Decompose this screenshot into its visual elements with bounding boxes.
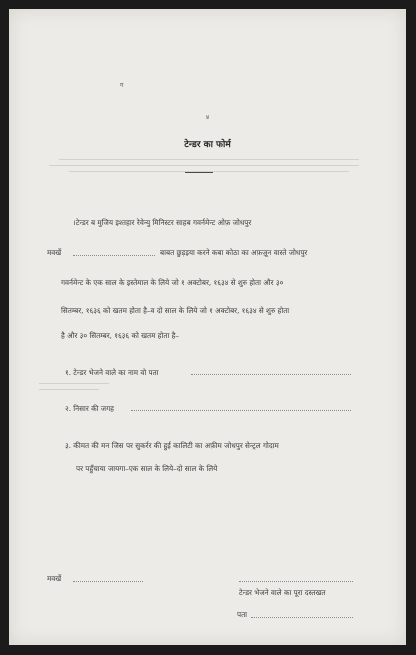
- paragraph-line-5: है और ३० सितम्बर, १६३६ को खतम होता है–: [61, 331, 179, 340]
- footer-address-label: पता: [237, 610, 248, 619]
- item-3-line-2: पर पहुँचाया जायगा–एक साल के लिये–दो साल के लिये: [76, 464, 218, 473]
- item-3-line-1: ३. कीमत की मन जिस पर सुकर्रर की हुई कालिटी का अफ़ीम जोधपुर सेन्ट्रल गोदाम: [65, 441, 279, 450]
- paragraph-line-1: ।टेन्डर ब मुजिय इश्तहार रेवेन्यु मिनिस्टर साहब गवर्नमेन्ट ओफ़ जोधपुर: [73, 218, 252, 227]
- item-1-label: १. टेन्डर भेजने वाले का नाम वो पता: [65, 368, 159, 377]
- bleed-through-marks-lower: [39, 383, 119, 395]
- form-title: टेन्डर का फोर्म: [184, 140, 231, 150]
- footer-signature-blank: [239, 581, 353, 582]
- item-2-blank: [131, 410, 351, 411]
- footer-address-blank: [251, 617, 353, 618]
- item-2-label: २. निसार की जगह: [65, 404, 114, 413]
- tender-form-sheet: [9, 9, 406, 645]
- paragraph-line-3: गवर्नमेन्ट के एक साल के इस्तेमाल के लिये जो १ अक्टोबर, १६३४ से शुरु होता और ३०: [61, 278, 284, 287]
- bleed-through-marks: [49, 159, 369, 177]
- paragraph-line-2-lead: मवर्खे: [47, 248, 62, 257]
- subject-blank: [73, 255, 155, 256]
- footer-signature-label: टेन्डर भेजने वाले का पूरा दस्तखत: [239, 588, 326, 597]
- item-1-blank: [191, 374, 351, 375]
- footer-date-blank: [73, 581, 143, 582]
- top-left-mark: ग: [120, 82, 124, 89]
- title-underline: [185, 172, 213, 173]
- footer-date-label: मवर्खे: [47, 574, 62, 583]
- paragraph-line-4: सितम्बर, १६३६ को खतम होता है–व दो साल के लिये जो १ अक्टोबर, १६३४ से शुरु होता: [61, 306, 290, 315]
- paragraph-line-2-rest: बाबत छुड़इया करने कबा कोठा का अफ़ज़ून वास्ते जोधपुर: [160, 248, 308, 257]
- header-mark: ४: [205, 114, 210, 121]
